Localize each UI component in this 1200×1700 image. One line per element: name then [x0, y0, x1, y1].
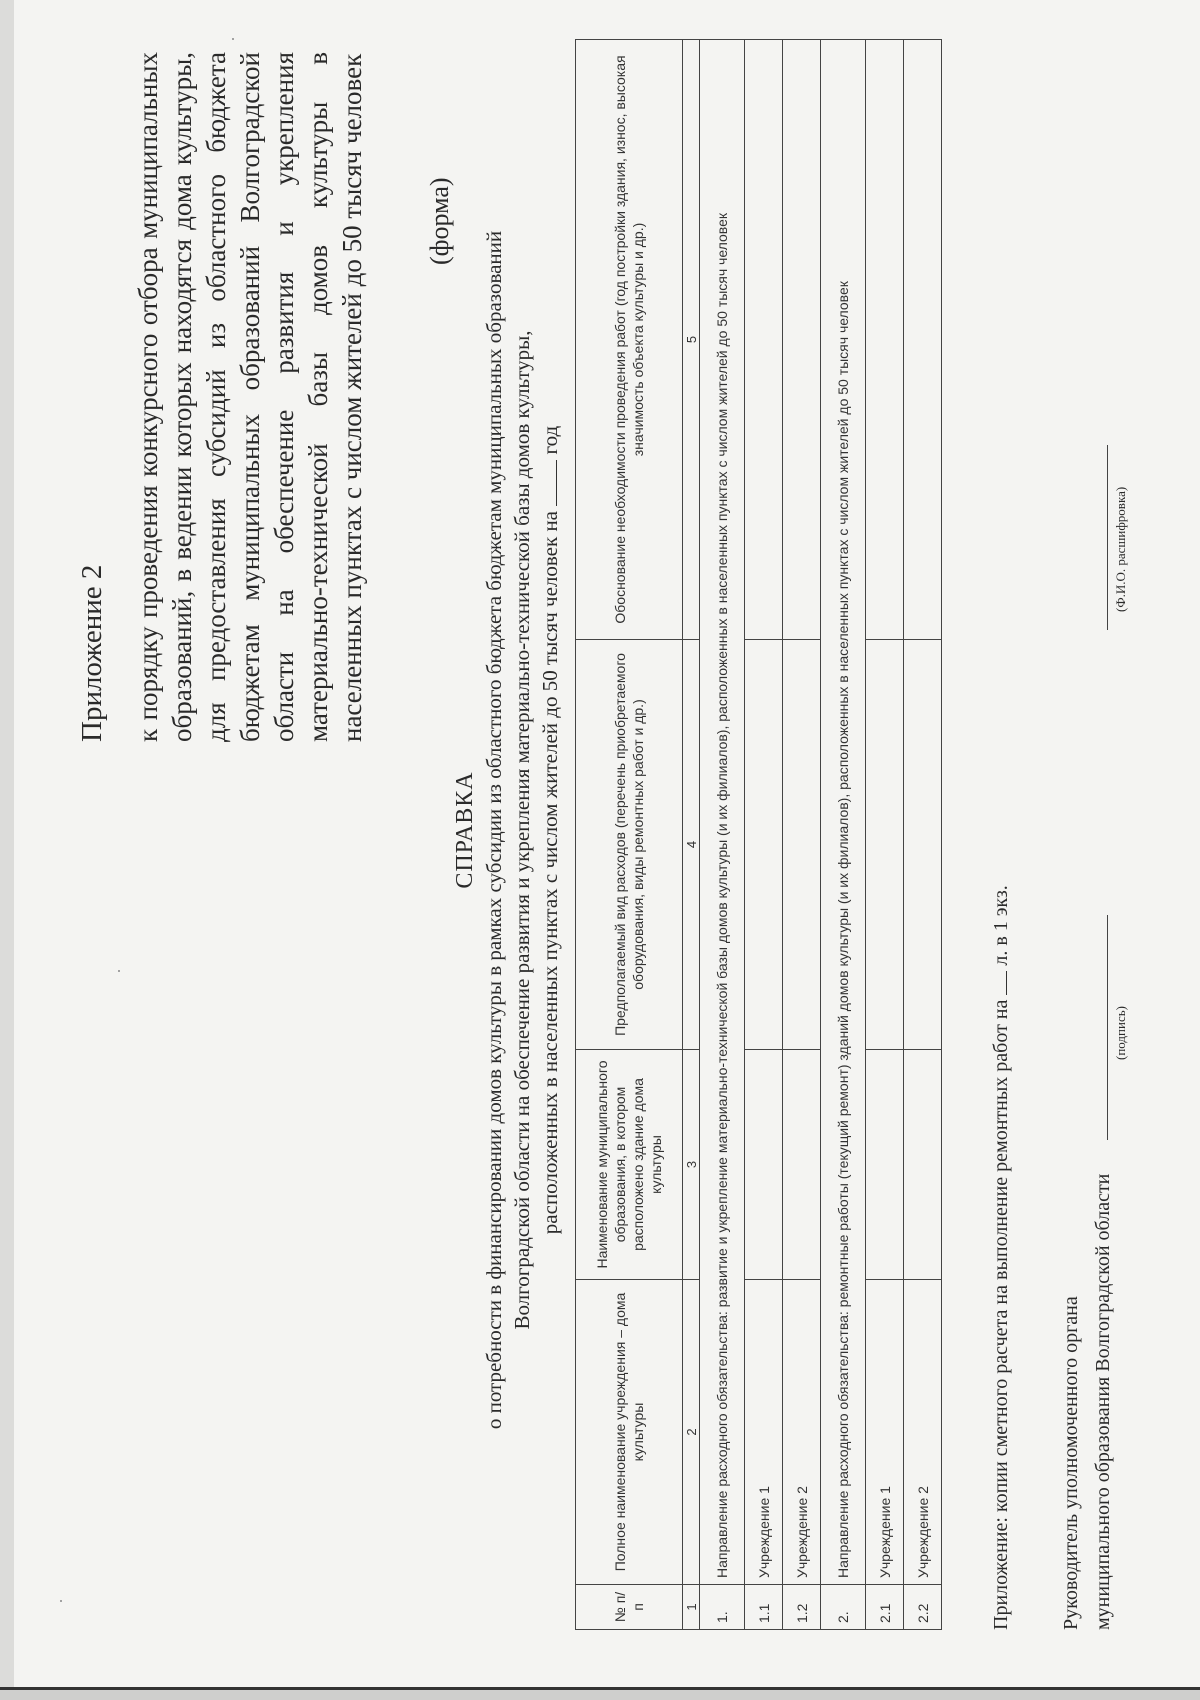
empty-cell [866, 40, 904, 640]
signature-line [1107, 915, 1108, 1140]
table-row [783, 40, 821, 1630]
reference-table [575, 39, 942, 1630]
document-page [15, 10, 1145, 1660]
attachment-note [990, 885, 1013, 1630]
empty-cell [783, 1050, 821, 1280]
appendix-number: Приложение 2 [76, 564, 108, 742]
institution-name: Учреждение 1 [866, 1280, 904, 1585]
header-justification: Обоснование необходимости проведения работ (год постройки здания, износ, высокая значимость объекта культуры и др.) [576, 40, 683, 640]
attachment-suffix: л. в 1 экз. [990, 885, 1012, 966]
row-number: 2.2 [904, 1585, 942, 1630]
signatory-block [1055, 1174, 1119, 1630]
header-expense-type: Предполагаемый вид расходов (перечень приобретаемого оборудования, виды ремонтных работ и др.) [576, 640, 683, 1050]
table-header-row [576, 40, 683, 1630]
column-number-row [683, 40, 700, 1630]
signature-caption: (подпись) [1113, 1006, 1128, 1060]
column-number: 1 [683, 1585, 700, 1630]
header-municipality: Наименование муниципального образования, в котором расположено здание дома культуры [576, 1050, 683, 1280]
heading-line-3-end: год [538, 425, 562, 455]
empty-cell [866, 640, 904, 1050]
name-line [1107, 445, 1108, 630]
table-row [866, 40, 904, 1630]
signatory-line-2: муниципального образования Волгоградской области [1092, 1173, 1114, 1630]
appendix-block [75, 52, 369, 742]
year-blank [542, 460, 557, 506]
column-number: 4 [683, 640, 700, 1050]
direction-row [700, 40, 745, 1630]
empty-cell [783, 640, 821, 1050]
column-number: 3 [683, 1050, 700, 1280]
document-title: СПРАВКА [452, 771, 478, 889]
header-institution-name: Полное наименование учреждения – дома культуры [576, 1280, 683, 1585]
empty-cell [745, 40, 783, 640]
heading-line-2: Волгоградской области на обеспечение развития и укрепления материально-технической базы домов культуры, [510, 330, 534, 1330]
empty-cell [866, 1050, 904, 1280]
direction-text: Направление расходного обязательства: ремонтные работы (текущий ремонт) зданий домов культуры (и их филиалов), расположенных в населенных пунктах с числом жителей до 50 тысяч человек [821, 40, 866, 1585]
empty-cell [783, 40, 821, 640]
heading-line-3-start: расположенных в населенных пунктах с числом жителей до 50 тысяч человек на [538, 510, 562, 1235]
empty-cell [745, 640, 783, 1050]
empty-cell [745, 1050, 783, 1280]
column-number: 5 [683, 40, 700, 640]
column-number: 2 [683, 1280, 700, 1585]
scan-border-left [0, 0, 14, 1700]
row-number: 2. [821, 1585, 866, 1630]
scan-border-line [0, 1687, 1200, 1690]
heading-line-3 [536, 40, 564, 1620]
header-number: № п/п [576, 1585, 683, 1630]
row-number: 1. [700, 1585, 745, 1630]
empty-cell [904, 1050, 942, 1280]
empty-cell [904, 640, 942, 1050]
institution-name: Учреждение 1 [745, 1280, 783, 1585]
direction-text: Направление расходного обязательства: развитие и укрепление материально-технической базы домов культуры (и их филиалов), расположенных в населенных пунктах с числом жителей до 50 тысяч человек [700, 40, 745, 1585]
name-caption: (Ф.И.О. расшифровка) [1113, 486, 1128, 612]
institution-name: Учреждение 2 [904, 1280, 942, 1585]
attachment-text: Приложение: копии сметного расчета на выполнение ремонтных работ на [990, 999, 1012, 1630]
row-number: 1.2 [783, 1585, 821, 1630]
table-row [904, 40, 942, 1630]
form-label: (форма) [425, 177, 454, 265]
row-number: 1.1 [745, 1585, 783, 1630]
signatory-line-1: Руководитель уполномоченного органа [1060, 1296, 1082, 1630]
row-number: 2.1 [866, 1585, 904, 1630]
document-heading [450, 40, 564, 1620]
institution-name: Учреждение 2 [783, 1280, 821, 1585]
direction-row [821, 40, 866, 1630]
appendix-text: к порядку проведения конкурсного отбора муниципальных образований, в ведении которых находятся дома культуры, для предоставления субсидий из областного бюджета бюджетам муниципальных образований Волгоградской области на обеспечение развития и укрепления материально-технической базы домов культуры в населенных пунктах с числом жителей до 50 тысяч человек [133, 52, 367, 742]
table-row [745, 40, 783, 1630]
empty-cell [904, 40, 942, 640]
sheets-blank [994, 971, 1007, 995]
heading-line-1: о потребности в финансировании домов культуры в рамках субсидии из областного бюджета бюджетам муниципальных образований [482, 230, 506, 1430]
